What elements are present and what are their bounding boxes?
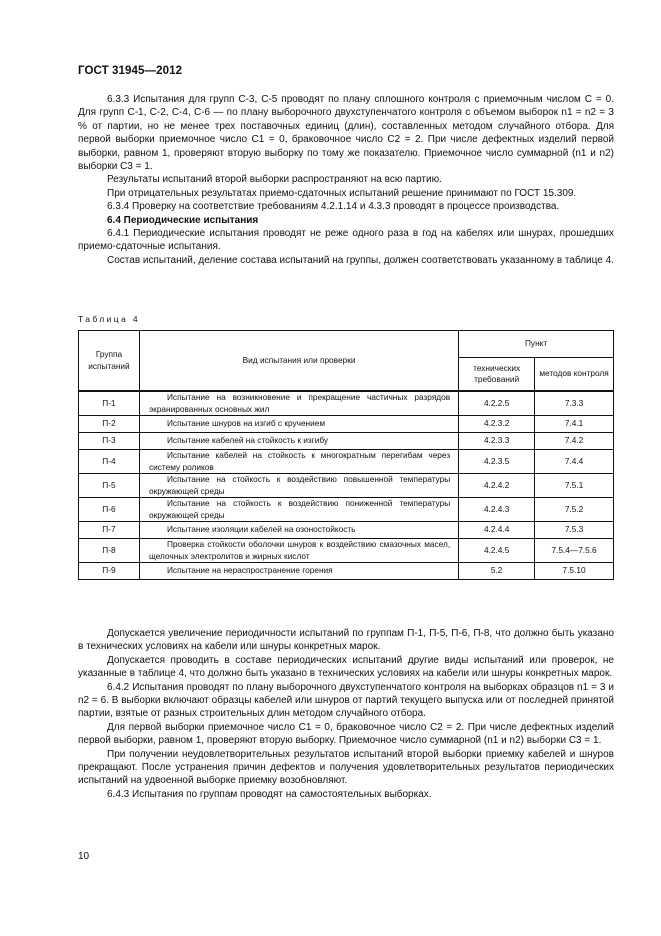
cell-method: 7.5.1 xyxy=(535,474,614,498)
cell-method: 7.3.3 xyxy=(535,391,614,416)
table-row xyxy=(79,391,614,416)
cell-group: П-2 xyxy=(79,416,140,433)
cell-requirement: 4.2.3.3 xyxy=(459,433,535,450)
cell-requirement: 4.2.2.5 xyxy=(459,391,535,416)
table-row xyxy=(79,416,614,433)
cell-requirement: 4.2.3.5 xyxy=(459,450,535,474)
paragraph-6-4-2: 6.4.2 Испытания проводят по плану выборочного двухступенчатого контроля на выборках образцов n1 = 3 и n2 = 6. В выборки включают образцы кабелей или шнуров от партий текущего выпуска или от последней принятой партии, взятые от разных строительных длин методом случайного отбора. xyxy=(78,681,614,720)
cell-group: П-5 xyxy=(79,474,140,498)
cell-method: 7.5.2 xyxy=(535,498,614,522)
cell-requirement: 4.2.4.3 xyxy=(459,498,535,522)
cell-requirement: 4.2.4.4 xyxy=(459,522,535,539)
cell-group: П-9 xyxy=(79,563,140,580)
paragraph-6-3-3-c: При отрицательных результатах приемо-сдаточных испытаний решение принимают по ГОСТ 15.309. xyxy=(107,187,577,199)
table-row xyxy=(79,563,614,580)
cell-test-name: Испытание изоляции кабелей на озоностойкость xyxy=(139,522,458,539)
table-row xyxy=(79,522,614,539)
table-caption: Таблица 4 xyxy=(78,314,141,324)
cell-test-name: Испытание на стойкость к воздействию повышенной температуры окружающей среды xyxy=(139,474,458,498)
paragraph-6-4-2-b: Для первой выборки приемочное число C1 = 0, браковочное число C2 = 2. При числе дефектных изделий первой выборки, равном 1, проверяют вторую выборку. Приемочное число суммарной (n1 и n2) выборки C3 = 1. xyxy=(78,721,614,747)
cell-requirement: 4.2.3.2 xyxy=(459,416,535,433)
cell-method: 7.5.3 xyxy=(535,522,614,539)
paragraph-after-table-1: Допускается увеличение периодичности испытаний по группам П-1, П-5, П-6, П-8, что должно быть указано в технических условиях на кабели или шнуры конкретных марок. xyxy=(78,628,614,653)
paragraph-6-3-4: 6.3.4 Проверку на соответствие требованиям 4.2.1.14 и 4.3.3 проводят в процессе производства. xyxy=(107,201,560,213)
cell-method: 7.5.4—7.5.6 xyxy=(535,539,614,563)
cell-test-name: Испытание на стойкость к воздействию пониженной температуры окружающей среды xyxy=(139,498,458,522)
text-block-bottom xyxy=(78,627,614,801)
cell-group: П-3 xyxy=(79,433,140,450)
cell-group: П-4 xyxy=(79,450,140,474)
paragraph-6-4-2-c: При получении неудовлетворительных результатов испытаний второй выборки приемку кабелей и шнуров прекращают. После устранения причин дефектов и получения удовлетворительных результатов периодических испытаний на удвоенной выборке приемку возобновляют. xyxy=(78,748,614,787)
cell-method: 7.5.10 xyxy=(535,563,614,580)
table-row xyxy=(79,450,614,474)
document-header: ГОСТ 31945—2012 xyxy=(78,65,183,77)
table-row xyxy=(79,498,614,522)
cell-test-name: Испытание на нераспространение горения xyxy=(139,563,458,580)
cell-requirement: 4.2.4.2 xyxy=(459,474,535,498)
cell-group: П-8 xyxy=(79,539,140,563)
table-4 xyxy=(78,330,614,580)
cell-test-name: Испытание на возникновение и прекращение частичных разрядов экранированных основных жил xyxy=(139,391,458,416)
cell-test-name: Испытание кабелей на стойкость к изгибу xyxy=(139,433,458,450)
table-row xyxy=(79,433,614,450)
page-number: 10 xyxy=(78,851,90,862)
cell-method: 7.4.2 xyxy=(535,433,614,450)
paragraph-6-4-1-b: Состав испытаний, деление состава испытаний на группы, должен соответствовать указанному в таблице 4. xyxy=(107,254,614,266)
cell-method: 7.4.4 xyxy=(535,450,614,474)
cell-group: П-6 xyxy=(79,498,140,522)
paragraph-after-table-2: Допускается проводить в составе периодических испытаний другие виды испытаний или проверок, не указанные в таблице 4, что должно быть указано в технических условиях на кабели или шнуры конкретных марок. xyxy=(78,654,614,680)
paragraph-6-3-3-b: Результаты испытаний второй выборки распространяют на всю партию. xyxy=(107,174,442,186)
cell-requirement: 4.2.4.5 xyxy=(459,539,535,563)
column-header-control-methods: методов контроля xyxy=(535,358,614,392)
column-header-tech-requirements: технических требований xyxy=(459,358,535,392)
cell-test-name: Испытание шнуров на изгиб с кручением xyxy=(139,416,458,433)
paragraph-6-3-3: 6.3.3 Испытания для групп С-3, С-5 проводят по плану сплошного контроля с приемочным числом C = 0. Для групп С-1, С-2, С-4, С-6 — по плану выборочного двухступенчатого контроля с объемом выборок n1 = n2 = 3 % от партии, но не менее трех поставочных единиц (длин), составленных методом случайного отбора. Для первой выборки приемочное число C1 = 0, браковочное число C2 = 2. При числе дефектных изделий первой выборки, равном 1, проверяют вторую выборку по тому же показателю. Приемочное число суммарной (n1 и n2) выборки C3 = 1. xyxy=(78,94,614,173)
table-row xyxy=(79,539,614,563)
column-header-test-type: Вид испытания или проверки xyxy=(139,331,458,392)
cell-method: 7.4.1 xyxy=(535,416,614,433)
cell-test-name: Проверка стойкости оболочки шнуров к воздействию смазочных масел, щелочных электролитов и жирных кислот xyxy=(139,539,458,563)
table-row xyxy=(79,474,614,498)
section-6-4-title: 6.4 Периодические испытания xyxy=(107,214,259,226)
cell-requirement: 5.2 xyxy=(459,563,535,580)
cell-group: П-1 xyxy=(79,391,140,416)
cell-test-name: Испытание кабелей на стойкость к многократным перегибам через систему роликов xyxy=(139,450,458,474)
column-header-group: Группа испытаний xyxy=(79,331,140,392)
text-block-top xyxy=(78,93,614,267)
paragraph-6-4-1: 6.4.1 Периодические испытания проводят не реже одного раза в год на кабелях или шнурах, прошедших приемо-сдаточные испытания. xyxy=(78,228,614,253)
cell-group: П-7 xyxy=(79,522,140,539)
column-header-point: Пункт xyxy=(459,331,614,358)
paragraph-6-4-3: 6.4.3 Испытания по группам проводят на самостоятельных выборках. xyxy=(107,788,432,800)
